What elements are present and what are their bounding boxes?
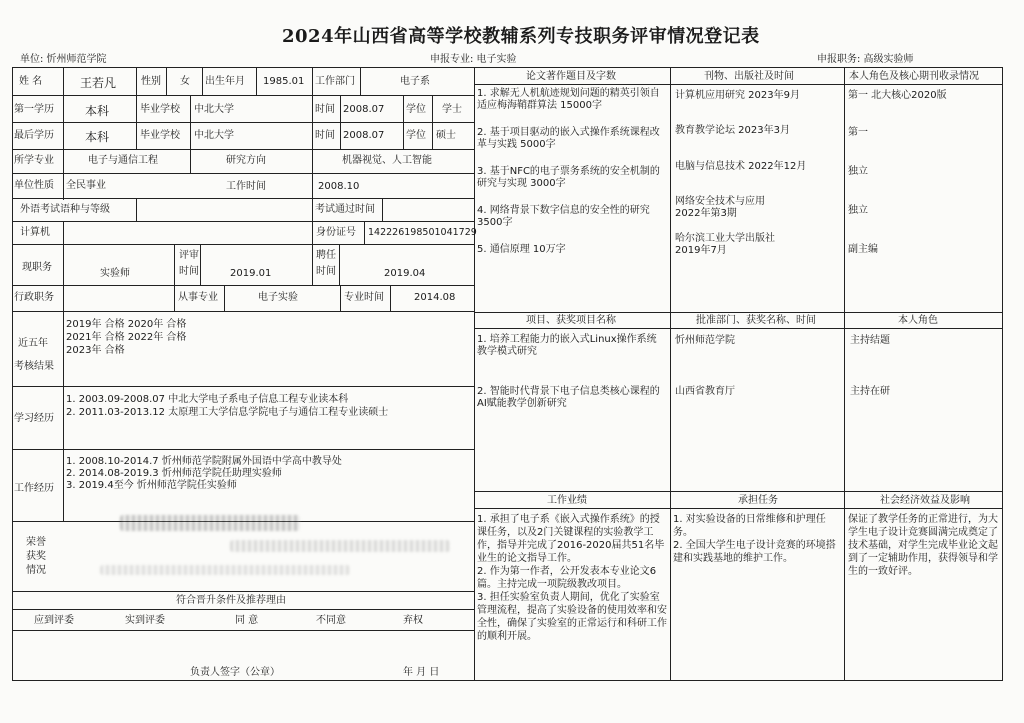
paper-pub-5: 哈尔滨工业大学出版社 2019年7月: [675, 233, 775, 256]
id-value: 142226198501041729: [368, 227, 477, 238]
name-label: 姓 名: [19, 76, 43, 87]
current-title-value: 实验师: [100, 268, 130, 279]
five-year-label-2: 考核结果: [14, 361, 54, 372]
first-time-value: 2008.07: [343, 104, 385, 115]
research-label: 研究方向: [226, 155, 266, 166]
last-school-label: 毕业学校: [140, 130, 180, 141]
papers-header-pub: 刊物、出版社及时间: [704, 71, 794, 82]
reason-label: 符合晋升条件及推荐理由: [176, 595, 286, 606]
paper-title-1: 1. 求解无人机航迹规划问题的精英引领自适应梅海鞘群算法 15000字: [477, 88, 660, 111]
should-review-label: 应到评委: [34, 615, 74, 626]
position-label: 申报职务: 高级实验师: [817, 54, 914, 65]
major-label: 申报专业: 电子实验: [430, 54, 517, 65]
performance-impact: 保证了教学任务的正常进行，为大学生电子设计竞赛圆满完成奠定了技术基础，对学生完成毕业论文起到了一定辅助作用，获得领导和学生的一致好评。: [848, 514, 998, 577]
date-label: 年 月 日: [403, 667, 440, 678]
dept-value: 电子系: [400, 76, 430, 87]
agree-label: 同 意: [235, 615, 259, 626]
paper-pub-4: 网络安全技术与应用 2022年第3期: [675, 196, 765, 219]
review-label-2: 时间: [179, 266, 199, 277]
work-history: 1. 2008.10-2014.7 忻州师范学院附属外国语中学高中教导处 2. 2014.08-2019.3 忻州师范学院任助理实验师 3. 2019.4至今 忻州师范学院任实验师: [66, 456, 342, 491]
first-degree-value: 学士: [442, 104, 462, 115]
appoint-label-1: 聘任: [316, 250, 336, 261]
first-edu-label: 第一学历: [14, 104, 54, 115]
project-dept-2: 山西省教育厅: [675, 386, 735, 397]
work-time-value: 2008.10: [318, 181, 360, 192]
project-role-1: 主持结题: [850, 335, 890, 346]
paper-title-2: 2. 基于项目驱动的嵌入式操作系统课程改革与实践 5000字: [477, 127, 660, 150]
birth-label: 出生年月: [205, 76, 245, 87]
last-edu-label: 最后学历: [14, 130, 54, 141]
paper-role-1: 第一 北大核心2020版: [848, 90, 947, 101]
performance-header-work: 工作业绩: [547, 495, 587, 506]
current-title-label: 现职务: [22, 262, 52, 273]
redacted-area: [230, 540, 450, 552]
last-school-value: 中北大学: [194, 130, 234, 141]
name-value: 王若凡: [80, 76, 117, 90]
honor-label-1: 荣誉: [26, 537, 46, 548]
unit-label: 单位: 忻州师范学院: [20, 54, 107, 65]
last-time-value: 2008.07: [343, 130, 385, 141]
papers-header-title: 论文著作题目及字数: [526, 71, 616, 82]
actual-review-label: 实到评委: [125, 615, 165, 626]
projects-header-role: 本人角色: [898, 315, 938, 326]
research-value: 机器视觉、人工智能: [342, 155, 432, 166]
papers-header-role: 本人角色及核心期刊收录情况: [849, 71, 979, 82]
last-degree-label: 学位: [406, 130, 426, 141]
first-degree-label: 学位: [406, 104, 426, 115]
dept-label: 工作部门: [315, 76, 355, 87]
appoint-label-2: 时间: [316, 266, 336, 277]
study-label: 学习经历: [14, 413, 54, 424]
computer-label: 计算机: [20, 227, 50, 238]
honor-label-3: 情况: [26, 565, 46, 576]
major-time-label: 专业时间: [344, 292, 384, 303]
first-school-label: 毕业学校: [140, 104, 180, 115]
review-label-1: 评审: [179, 250, 199, 261]
first-edu-value: 本科: [85, 104, 110, 118]
performance-header-impact: 社会经济效益及影响: [880, 495, 970, 506]
projects-header-dept: 批准部门、获奖名称、时间: [696, 315, 816, 326]
paper-pub-2: 教育教学论坛 2023年3月: [675, 125, 790, 136]
work-time-label: 工作时间: [226, 181, 266, 192]
project-name-2: 2. 智能时代背景下电子信息类核心课程的AI赋能教学创新研究: [477, 386, 660, 409]
major-field-label: 所学专业: [14, 155, 54, 166]
gender-value: 女: [180, 76, 190, 87]
first-school-value: 中北大学: [194, 104, 234, 115]
unit-nature-value: 全民事业: [66, 180, 106, 191]
paper-pub-3: 电脑与信息技术 2022年12月: [675, 161, 807, 172]
performance-tasks: 1. 对实验设备的日常维修和护理任务。 2. 全国大学生电子设计竞赛的环境搭建和实践基地的维护工作。: [673, 514, 836, 564]
review-time-value: 2019.01: [230, 268, 272, 279]
birth-value: 1985.01: [263, 76, 305, 87]
paper-title-3: 3. 基于NFC的电子票务系统的安全机制的研究与实现 3000字: [477, 166, 660, 189]
paper-pub-1: 计算机应用研究 2023年9月: [675, 90, 800, 101]
page-title: 2024年山西省高等学校教辅系列专技职务评审情况登记表: [282, 26, 760, 47]
paper-title-4: 4. 网络背景下数字信息的安全性的研究 3500字: [477, 205, 650, 228]
project-dept-1: 忻州师范学院: [675, 335, 735, 346]
unit-nature-label: 单位性质: [14, 180, 54, 191]
paper-role-3: 独立: [848, 166, 868, 177]
major-value: 电子与通信工程: [88, 155, 158, 166]
abstain-label: 弃权: [403, 615, 423, 626]
paper-title-5: 5. 通信原理 10万字: [477, 244, 566, 255]
paper-role-2: 第一: [848, 127, 868, 138]
performance-header-tasks: 承担任务: [738, 495, 778, 506]
gender-label: 性别: [141, 76, 161, 87]
project-name-1: 1. 培养工程能力的嵌入式Linux操作系统教学模式研究: [477, 334, 657, 357]
id-label: 身份证号: [316, 227, 356, 238]
engaged-major-value: 电子实验: [258, 292, 298, 303]
major-time-value: 2014.08: [414, 292, 456, 303]
admin-title-label: 行政职务: [14, 292, 54, 303]
exam-time-label: 考试通过时间: [315, 204, 375, 215]
assessment-results: 2019年 合格 2020年 合格 2021年 合格 2022年 合格 2023年 合格: [66, 319, 187, 356]
paper-role-4: 独立: [848, 205, 868, 216]
disagree-label: 不同意: [316, 615, 346, 626]
first-time-label: 时间: [315, 104, 335, 115]
project-role-2: 主持在研: [850, 386, 890, 397]
signature-label: 负责人签字（公章）: [190, 667, 280, 678]
paper-role-5: 副主编: [848, 244, 878, 255]
engaged-major-label: 从事专业: [178, 292, 218, 303]
performance-work: 1. 承担了电子系《嵌入式操作系统》的授课任务，以及2门关键课程的实验教学工作，指导并完成了2016-2020届共51名毕业生的论文指导工作。 2. 作为第一作者，公开发表本专业论文6篇。主持完成一项院级教改项目。 3. 担任实验室负责人期间，优化了实验室管理流程，提高了实验设备的使用效率和安全性，确保了实验室的正常运行和科研工作的顺利开展。: [477, 514, 667, 642]
redacted-area: [120, 515, 300, 531]
projects-header-name: 项目、获奖项目名称: [526, 315, 616, 326]
honor-label-2: 获奖: [26, 551, 46, 562]
last-time-label: 时间: [315, 130, 335, 141]
study-history: 1. 2003.09-2008.07 中北大学电子系电子信息工程专业读本科 2. 2011.03-2013.12 太原理工大学信息学院电子与通信工程专业读硕士: [66, 394, 389, 418]
work-label: 工作经历: [14, 483, 54, 494]
redacted-area: [100, 565, 350, 575]
appoint-time-value: 2019.04: [384, 268, 426, 279]
five-year-label-1: 近五年: [18, 338, 48, 349]
foreign-label: 外语考试语种与等级: [20, 204, 110, 215]
last-edu-value: 本科: [85, 130, 110, 144]
last-degree-value: 硕士: [436, 130, 456, 141]
